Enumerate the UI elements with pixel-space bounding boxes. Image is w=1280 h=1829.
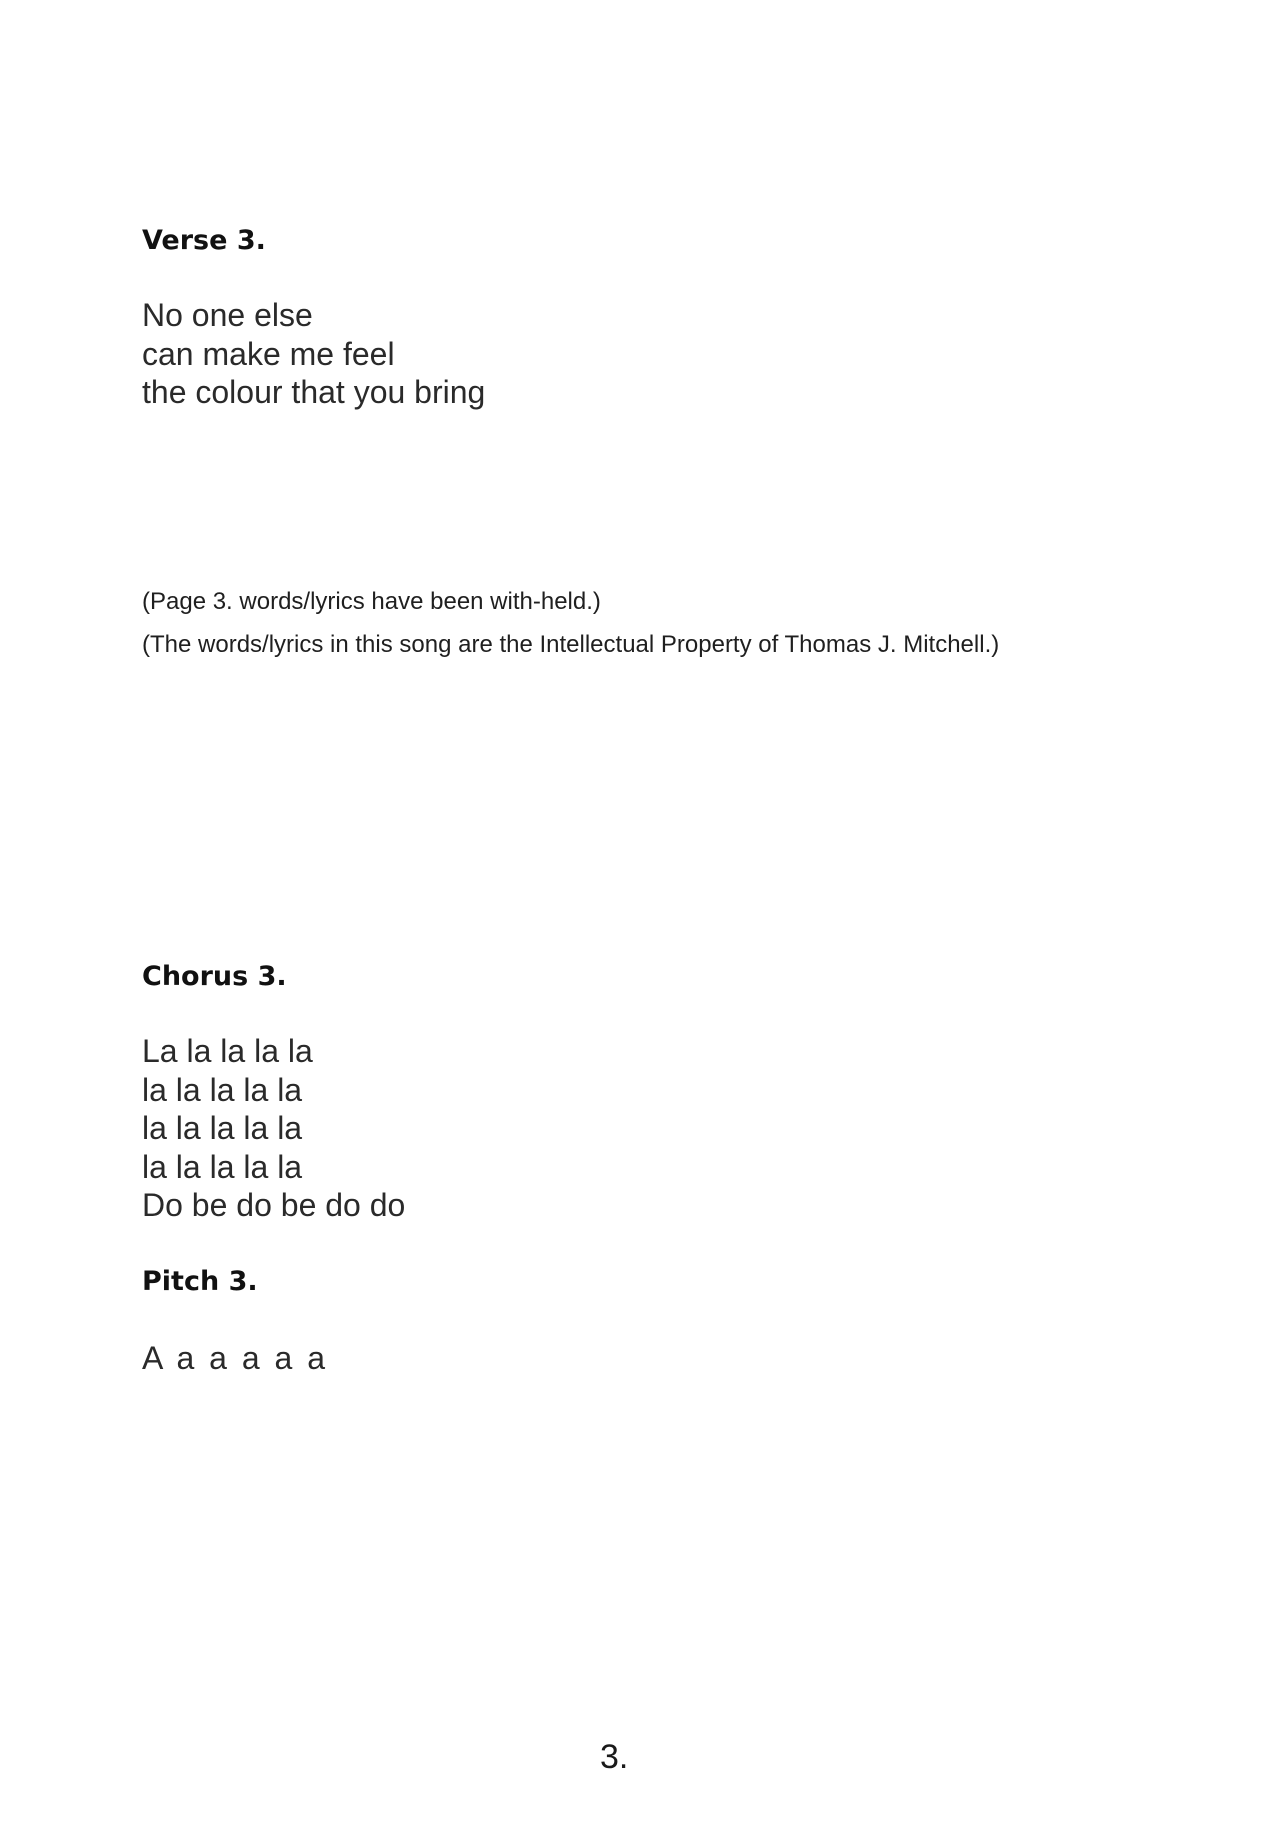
- page-number: 3.: [600, 1738, 629, 1776]
- chorus-heading: Chorus 3.: [142, 961, 287, 992]
- chorus-line: la la la la la: [142, 1071, 303, 1108]
- chorus-lyrics: [142, 1032, 405, 1225]
- withheld-notice: (Page 3. words/lyrics have been with-held.): [142, 588, 601, 615]
- verse-line: No one else: [142, 297, 313, 333]
- chorus-line: la la la la la: [142, 1110, 303, 1146]
- verse-line: the colour that you bring: [142, 374, 486, 410]
- verse-lyrics: [142, 296, 485, 412]
- verse-heading: Verse 3.: [142, 225, 266, 256]
- verse-line: can make me feel: [142, 335, 395, 372]
- chorus-line: Do be do be do do: [142, 1187, 406, 1223]
- chorus-line: La la la la la: [142, 1033, 313, 1069]
- ip-notice: (The words/lyrics in this song are the Intellectual Property of Thomas J. Mitchell.): [142, 631, 1000, 658]
- pitch-text: A a a a a a: [142, 1340, 329, 1376]
- chorus-line: la la la la la: [142, 1148, 303, 1185]
- pitch-heading: Pitch 3.: [142, 1266, 258, 1297]
